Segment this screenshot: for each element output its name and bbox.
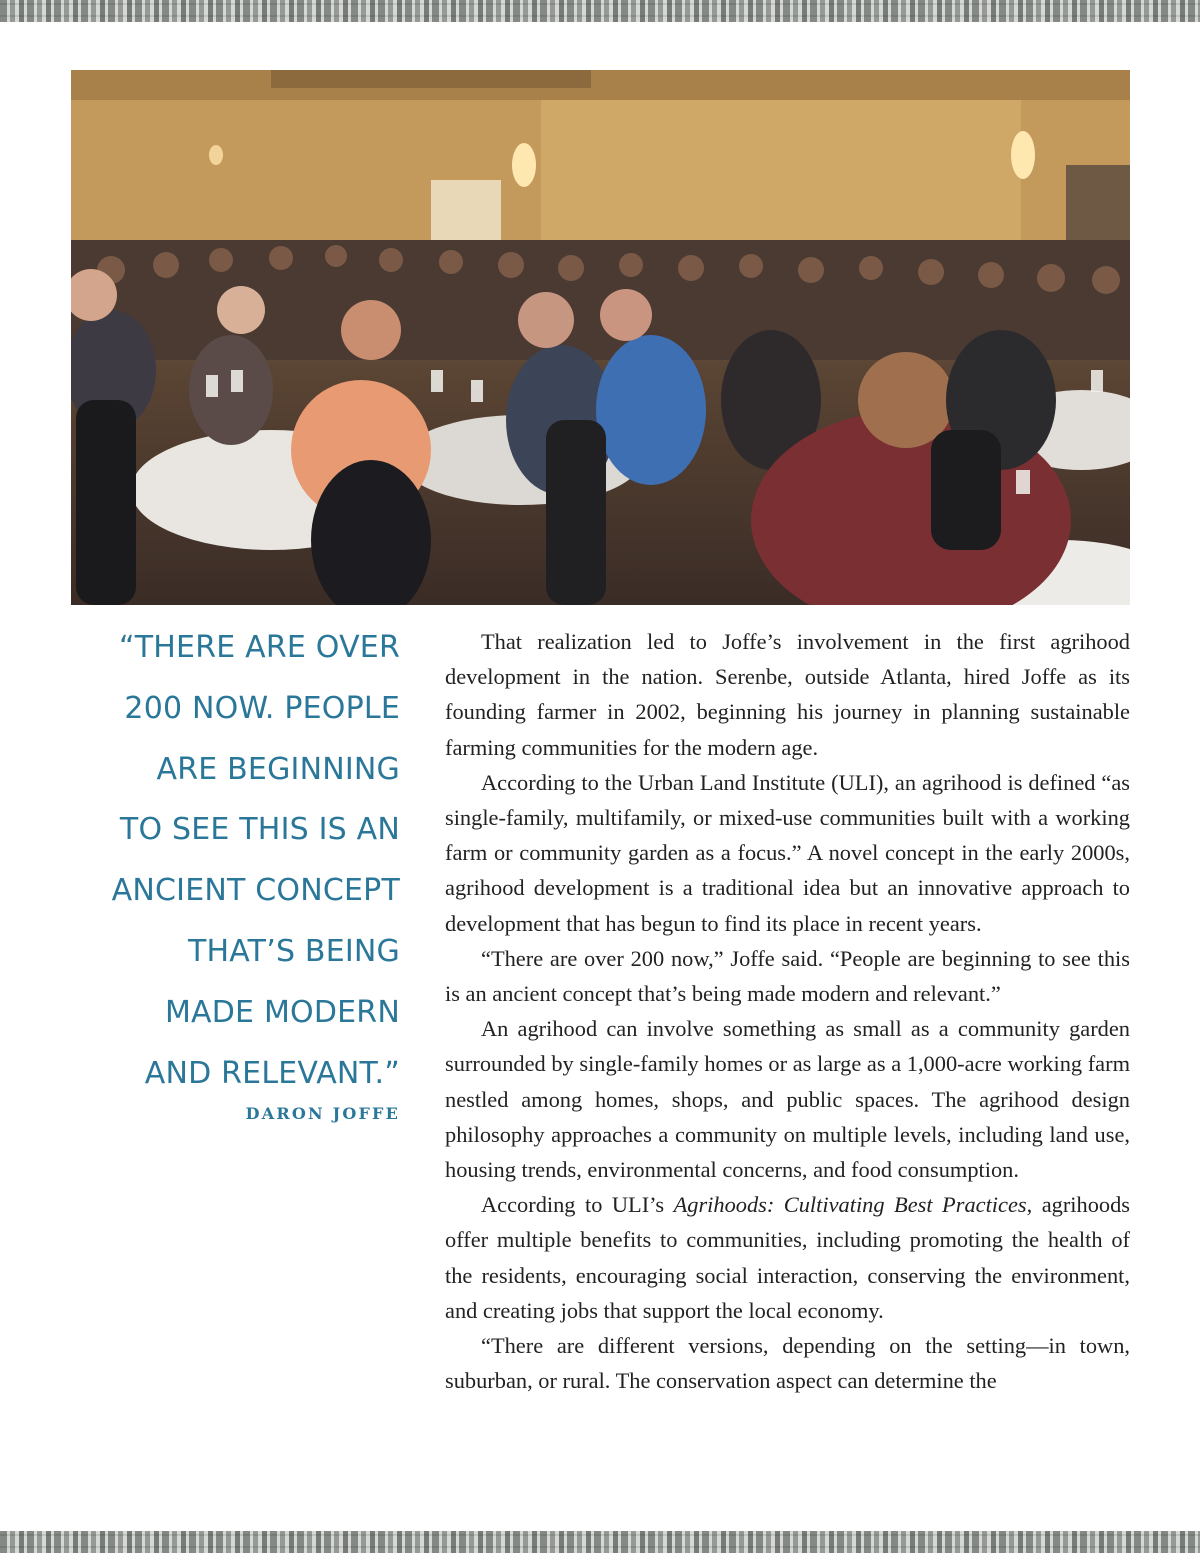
pull-quote-line: ANCIENT CONCEPT: [111, 873, 400, 909]
pull-quote-line: THAT’S BEING: [188, 933, 400, 969]
photo-illustration: [71, 70, 1130, 605]
article-paragraph: “There are over 200 now,” Joffe said. “People are beginning to see this is an ancient concept that’s being made modern and relevant.”: [445, 945, 1130, 1007]
decorative-border-bottom: [0, 1531, 1200, 1553]
article-paragraph: “There are different versions, depending on the setting—in town, suburban, or rural. The conservation aspect can determine the: [445, 1333, 1130, 1394]
pull-quote-line: 200 NOW. PEOPLE: [124, 690, 400, 726]
article-body: [445, 624, 1130, 1398]
pull-quote-attribution: DARON JOFFE: [245, 1104, 400, 1124]
pull-quote: [60, 618, 400, 1123]
article-paragraph: An agrihood can involve something as small as a community garden surrounded by single-family homes or as large as a 1,000-acre working farm nestled among homes, shops, and public spaces. The agrihood design philosophy approaches a community on multiple levels, including land use, housing trends, environmental concerns, and food consumption.: [445, 1016, 1130, 1183]
pull-quote-line: AND RELEVANT.”: [144, 1055, 400, 1091]
pull-quote-line: ARE BEGINNING: [156, 751, 400, 787]
article-text: , agrihoods offer multiple benefits to communities, including promoting the health of the residents, encouraging social interaction, conserving the environment, and creating jobs that support the local economy.: [445, 1192, 1130, 1323]
decorative-border-top: [0, 0, 1200, 22]
banquet-audience-photo: [71, 70, 1130, 605]
article-paragraph: That realization led to Joffe’s involvement in the first agrihood development in the nation. Serenbe, outside Atlanta, hired Joffe as its founding farmer in 2002, beginning his journey in planning sustainable farming communities for the modern age.: [445, 629, 1130, 760]
article-paragraph: According to the Urban Land Institute (ULI), an agrihood is defined “as single-family, multifamily, or mixed-use communities built with a working farm or community garden as a focus.” A novel concept in the early 2000s, agrihood development is a traditional idea but an innovative approach to development that has begun to find its place in recent years.: [445, 769, 1130, 936]
article-paragraph: [445, 1187, 1130, 1328]
pull-quote-line: TO SEE THIS IS AN: [119, 812, 400, 848]
pull-quote-line: MADE MODERN: [164, 994, 400, 1030]
book-title: Agrihoods: Cultivating Best Practices: [673, 1192, 1027, 1218]
pull-quote-line: “THERE ARE OVER: [119, 630, 400, 665]
article-text: According to ULI’s: [481, 1192, 674, 1218]
